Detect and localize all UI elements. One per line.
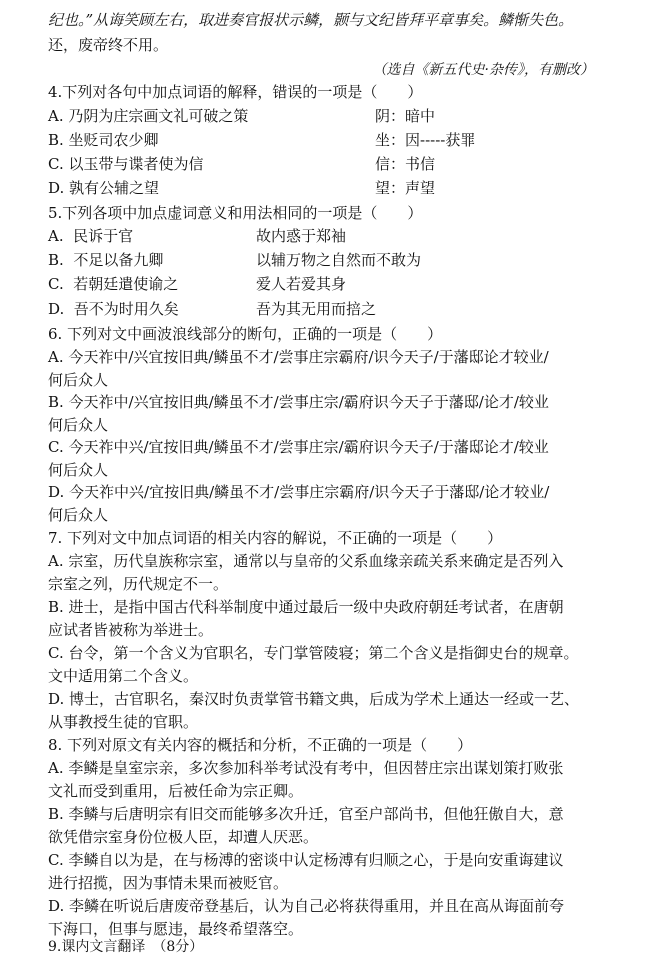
q5-option-a-compare: 故内惑于郑袖 <box>256 227 347 245</box>
q7-option-b-line2: 应试者皆被称为举进士。 <box>48 621 214 639</box>
q7-option-a-line2: 宗室之列，历代规定不一。 <box>48 575 229 593</box>
q5-option-d <box>48 299 377 319</box>
source-citation: （选自《新五代史·杂传》，有删改） <box>372 62 594 78</box>
intro-line-2: 还，废帝终不用。 <box>48 36 169 54</box>
q4-option-a-text: A. 乃阴为庄宗画文礼可破之策 <box>48 107 249 125</box>
q8-option-d-line1: D. 李鳞在听说后唐废帝登基后，认为自己必将获得重用，并且在高从诲面前夸 <box>48 897 565 915</box>
q4-option-c <box>48 154 436 174</box>
q7-option-a-line1: A. 宗室，历代皇族称宗室，通常以与皇帝的父系血缘亲疏关系来确定是否列入 <box>48 552 564 570</box>
q4-option-d-gloss: 望：声望 <box>375 179 436 197</box>
q4-option-b-text: B. 坐贬司农少卿 <box>48 131 159 149</box>
q4-option-d <box>48 178 436 198</box>
q6-option-c-line2: 何后众人 <box>48 461 109 479</box>
q5-option-a-text: A. 民诉于官 <box>48 227 134 245</box>
q4-option-c-gloss: 信：书信 <box>375 155 436 173</box>
q6-option-d-line2: 何后众人 <box>48 506 109 524</box>
q6-option-a-line1: A. 今天祚中/兴宜按旧典/鳞虽不才/尝事庄宗霸府/识今天子/于藩邸论才较业/ <box>48 348 549 366</box>
q8-option-c-line2: 进行招揽，因为事情未果而被贬官。 <box>48 874 289 892</box>
question-7-stem: 7. 下列对文中加点词语的相关内容的解说，不正确的一项是（ ） <box>48 529 503 547</box>
q4-option-c-text: C. 以玉带与谍者使为信 <box>48 155 204 173</box>
q8-option-a-line1: A. 李鳞是皇室宗亲，多次参加科举考试没有考中，但因替庄宗出谋划策打败张 <box>48 759 564 777</box>
q8-option-a-line2: 文礼而受到重用，后被任命为宗正卿。 <box>48 782 304 800</box>
q4-option-b <box>48 130 476 150</box>
q7-option-d-line2: 从事教授生徒的官职。 <box>48 713 199 731</box>
q4-option-b-gloss: 坐：因-----获罪 <box>375 131 476 149</box>
q7-option-b-line1: B. 进士，是指中国古代科举制度中通过最后一级中央政府朝廷考试者，在唐朝 <box>48 598 564 616</box>
q7-option-d-line1: D. 博士，古官职名，秦汉时负责掌管书籍文典，后成为学术上通达一经或一艺、 <box>48 690 580 708</box>
q8-option-b-line2: 欲凭借宗室身份位极人臣，却遭人厌恶。 <box>48 828 319 846</box>
q5-option-d-text: D. 吾不为时用久矣 <box>48 300 179 318</box>
q7-option-c-line1: C. 台令，第一个含义为官职名，专门掌管陵寝；第二个含义是指御史台的规章。 <box>48 644 579 662</box>
q6-option-b-line2: 何后众人 <box>48 416 109 434</box>
q4-option-a <box>48 106 436 126</box>
question-6-stem: 6. 下列对文中画波浪线部分的断句，正确的一项是（ ） <box>48 325 443 343</box>
q5-option-d-compare: 吾为其无用而掊之 <box>256 300 377 318</box>
q5-option-b-text: B. 不足以备九卿 <box>48 251 164 269</box>
q5-option-b-compare: 以辅万物之自然而不敢为 <box>256 251 422 269</box>
q5-option-a <box>48 226 347 246</box>
q5-option-b <box>48 250 422 270</box>
q5-option-c-compare: 爱人若爱其身 <box>256 275 347 293</box>
intro-line-1: 纪也。”从诲笑顾左右，取进奏官报状示鳞，颢与文纪皆拜平章事矣。鳞惭失色。 <box>48 11 574 29</box>
question-5-stem: 5.下列各项中加点虚词意义和用法相同的一项是（ ） <box>48 204 423 222</box>
q8-option-b-line1: B. 李鳞与后唐明宗有旧交而能够多次升迁，官至户部尚书，但他狂傲自大，意 <box>48 805 564 823</box>
q4-option-a-gloss: 阴：暗中 <box>375 107 436 125</box>
q6-option-a-line2: 何后众人 <box>48 371 109 389</box>
q8-option-d-line2: 下海口，但事与愿违，最终希望落空。 <box>48 920 304 938</box>
q7-option-c-line2: 文中适用第二个含义。 <box>48 667 199 685</box>
question-9-stem: 9.课内文言翻译 （8分） <box>48 939 204 955</box>
question-8-stem: 8. 下列对原文有关内容的概括和分析，不正确的一项是（ ） <box>48 736 473 754</box>
q6-option-d-line1: D. 今天祚中兴/宜按旧典/鳞虽不才/尝事庄宗霸府/识今天子于藩邸/论才较业/ <box>48 483 550 501</box>
q5-option-c <box>48 274 347 294</box>
q5-option-c-text: C. 若朝廷遣使谕之 <box>48 275 179 293</box>
question-4-stem: 4.下列对各句中加点词语的解释，错误的一项是（ ） <box>48 83 423 101</box>
q6-option-b-line1: B. 今天祚中/兴宜按旧典/鳞虽不才/尝事庄宗/霸府识今天子于藩邸/论才/较业 <box>48 393 549 411</box>
q6-option-c-line1: C. 今天祚中兴/宜按旧典/鳞虽不才/尝事庄宗/霸府识今天子/于藩邸论才/较业 <box>48 438 549 456</box>
q8-option-c-line1: C. 李鳞自以为是，在与杨溥的密谈中认定杨溥有归顺之心，于是向安重诲建议 <box>48 851 564 869</box>
q4-option-d-text: D. 孰有公辅之望 <box>48 179 160 197</box>
